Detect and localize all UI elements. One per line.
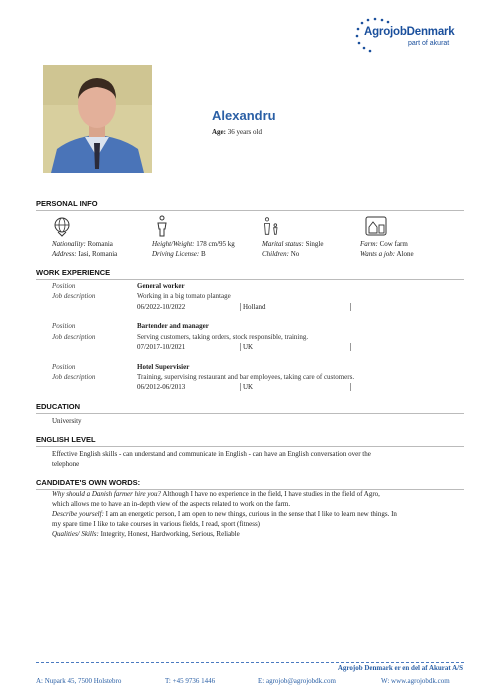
farm-value: Cow farm [379,240,408,248]
footer-address: A: Nupark 45, 7500 Holstebro [36,677,122,685]
job-country: UK [243,383,254,391]
section-divider [36,279,464,280]
job-position-label: Position [52,363,76,371]
answer-hire-2: which allows me to have an in-depth view of the aspects related to work on the farm. [52,500,291,508]
own-words-line-1 [52,489,380,499]
job-description-label: Job description [52,292,96,300]
section-own-words-title: CANDIDATE'S OWN WORDS: [36,478,141,487]
footer-divider [36,662,464,663]
nationality-row [52,239,113,249]
footer-company: Agrojob Denmark er en del af Akurat A/S [337,664,463,672]
license-row [152,249,206,259]
section-divider [36,446,464,447]
job-description: Serving customers, taking orders, stock responsible, training. [137,333,309,341]
question-hire: Why should a Danish farmer hire you? [52,490,162,498]
answer-hire-1: Although I have no experience in the field, I have studies in the field of Agro, [161,490,380,498]
age-value: 36 years old [227,128,262,136]
job-description-label: Job description [52,373,96,381]
age-label: Age: [212,128,226,136]
job-period: 06/2022-10/2022 [137,303,186,311]
children-row [262,249,299,259]
marital-label: Marital status: [262,240,304,248]
section-work-title: WORK EXPERIENCE [36,268,111,277]
wants-value: Alone [396,250,414,258]
column-separator [350,383,351,391]
farm-label: Farm: [360,240,378,248]
children-value: No [290,250,300,258]
section-divider [36,413,464,414]
company-logo [352,14,462,56]
address-label: Address: [52,250,77,258]
answer-describe-1: I am an energetic person, I am open to new things, curious in the sense that I like to learn new things. In [103,510,397,518]
section-english-title: ENGLISH LEVEL [36,435,96,444]
job-position: Bartender and manager [137,322,209,330]
person-height-icon [152,215,172,237]
marital-value: Single [305,240,324,248]
column-separator [350,303,351,311]
children-label: Children: [262,250,289,258]
job-position: General worker [137,282,185,290]
job-description-label: Job description [52,333,96,341]
farm-building-icon [364,215,388,237]
wants-row [360,249,414,259]
own-words-line-5 [52,529,240,539]
footer-phone: T: +45 9736 1446 [165,677,216,685]
job-description: Training, supervising restaurant and bar employees, taking care of customers. [137,373,355,381]
address-value: Iasi, Romania [78,250,118,258]
license-value: B [201,250,206,258]
column-separator [350,343,351,351]
address-row [52,249,117,259]
height-label: Height/Weight: [152,240,195,248]
logo-brand: AgrojobDenmark [364,26,455,38]
candidate-photo [43,65,152,173]
candidate-age [212,127,262,137]
nationality-value: Romania [87,240,113,248]
nationality-label: Nationality: [52,240,86,248]
height-row [152,239,235,249]
column-separator [240,303,241,311]
answer-qualities: Integrity, Honest, Hardworking, Serious, Reliable [98,530,240,538]
job-description: Working in a big tomato plantage [137,292,231,300]
wants-label: Wants a job: [360,250,396,258]
job-position-label: Position [52,282,76,290]
candidate-name: Alexandru [212,108,276,123]
answer-describe-2: my spare time I like to take courses in various fields, I read, sport (fitness) [52,520,260,528]
section-personal-title: PERSONAL INFO [36,199,98,208]
english-line-1: Effective English skills - can understand and communicate in English - can have an English conversation over the [52,450,371,458]
license-label: Driving License: [152,250,200,258]
globe-icon [52,215,72,237]
own-words-line-3 [52,509,397,519]
farm-row [360,239,408,249]
job-country: Holland [243,303,266,311]
job-position: Hotel Supervisier [137,363,190,371]
footer-email[interactable]: E: agrojob@agrojobdk.com [258,677,336,685]
job-position-label: Position [52,322,76,330]
section-education-title: EDUCATION [36,402,81,411]
job-period: 07/2017-10/2021 [137,343,186,351]
section-divider [36,210,464,211]
height-value: 178 cm/95 kg [196,240,235,248]
footer-website[interactable]: W: www.agrojobdk.com [381,677,450,685]
column-separator [240,383,241,391]
question-qualities: Qualities/ Skills: [52,530,99,538]
question-describe: Describe yourself: [52,510,104,518]
job-period: 06/2012-06/2013 [137,383,186,391]
job-country: UK [243,343,254,351]
logo-sub: part of akurat [408,40,450,47]
marital-row [262,239,323,249]
education-value: University [52,417,82,425]
english-line-2: telephone [52,460,80,468]
family-icon [262,215,282,237]
column-separator [240,343,241,351]
